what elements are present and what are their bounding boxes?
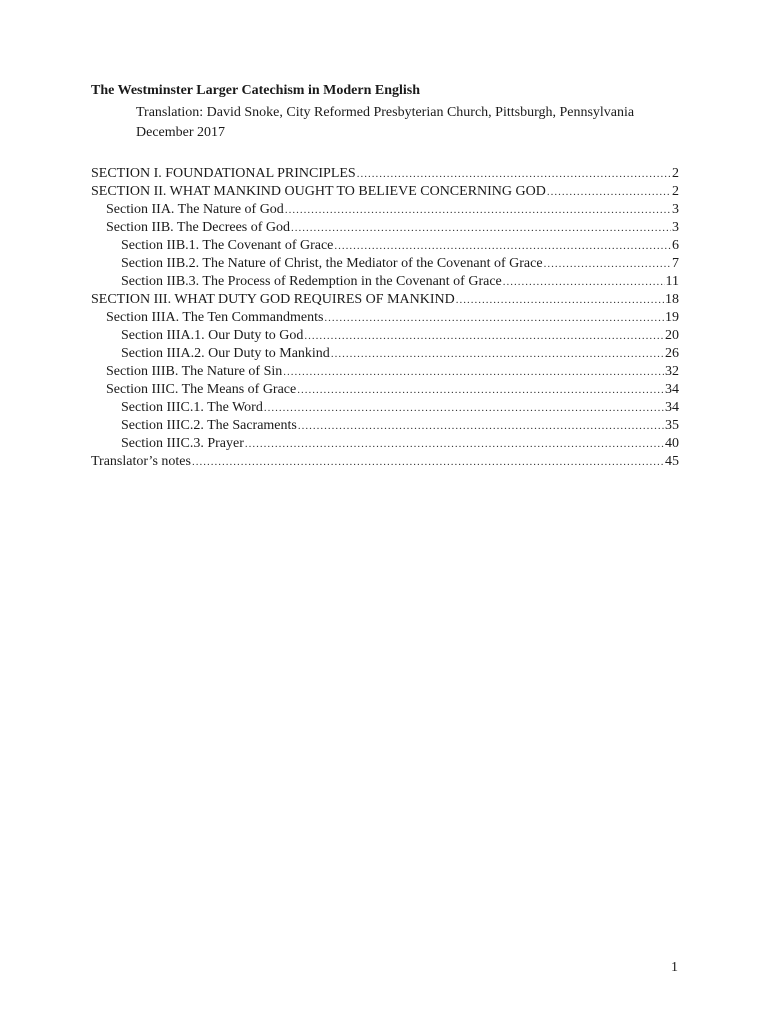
translation-credit: Translation: David Snoke, City Reformed Presbyterian Church, Pittsburgh, Pennsylvania	[136, 105, 635, 120]
toc-entry-page: 6	[672, 238, 679, 253]
toc-entry-page: 11	[665, 274, 679, 289]
toc-entry-page: 45	[665, 454, 679, 469]
toc-entry-label: SECTION III. WHAT DUTY GOD REQUIRES OF MANKIND	[91, 292, 455, 307]
toc-entry[interactable]	[91, 273, 679, 291]
toc-entry-label: SECTION I. FOUNDATIONAL PRINCIPLES	[91, 166, 356, 181]
toc-entry[interactable]	[91, 345, 679, 363]
toc-entry-page: 34	[665, 382, 679, 397]
toc-entry[interactable]	[91, 327, 679, 345]
toc-entry-label: Section IIA. The Nature of God	[106, 202, 284, 217]
toc-entry-label: Translator’s notes	[91, 454, 191, 469]
toc-entry[interactable]	[91, 309, 679, 327]
toc-entry-page: 19	[665, 310, 679, 325]
toc-entry-label: Section IIIB. The Nature of Sin	[106, 364, 283, 379]
toc-entry-label: Section IIB. The Decrees of God	[106, 220, 291, 235]
toc-entry[interactable]	[91, 291, 679, 309]
toc-entry[interactable]	[91, 201, 679, 219]
toc-dot-leader	[297, 381, 664, 399]
toc-entry-label: Section IIIC.1. The Word	[121, 400, 263, 415]
toc-entry[interactable]	[91, 183, 679, 201]
toc-entry-page: 20	[665, 328, 679, 343]
toc-dot-leader	[324, 309, 664, 327]
toc-entry-page: 26	[665, 346, 679, 361]
toc-entry-page: 3	[672, 220, 679, 235]
toc-entry-page: 40	[665, 436, 679, 451]
toc-entry[interactable]	[91, 219, 679, 237]
toc-dot-leader	[334, 237, 671, 255]
document-title: The Westminster Larger Catechism in Modern English	[91, 83, 420, 98]
toc-dot-leader	[544, 255, 671, 273]
toc-dot-leader	[503, 273, 665, 291]
toc-entry-label: Section IIB.2. The Nature of Christ, the Mediator of the Covenant of Grace	[121, 256, 543, 271]
toc-entry-label: Section IIB.1. The Covenant of Grace	[121, 238, 334, 253]
toc-entry-page: 2	[672, 184, 679, 199]
toc-entry[interactable]	[91, 381, 679, 399]
toc-entry[interactable]	[91, 453, 679, 471]
toc-dot-leader	[283, 363, 664, 381]
toc-entry-page: 34	[665, 400, 679, 415]
toc-dot-leader	[285, 201, 671, 219]
toc-entry[interactable]	[91, 363, 679, 381]
toc-entry-label: Section IIB.3. The Process of Redemption in the Covenant of Grace	[121, 274, 502, 289]
toc-entry-page: 2	[672, 166, 679, 181]
page-number: 1	[671, 960, 678, 975]
document-date: December 2017	[136, 125, 226, 140]
toc-dot-leader	[291, 219, 671, 237]
toc-entry-label: Section IIIA. The Ten Commandments	[106, 310, 324, 325]
toc-entry[interactable]	[91, 237, 679, 255]
toc-dot-leader	[331, 345, 664, 363]
table-of-contents	[91, 165, 679, 471]
toc-entry-page: 32	[665, 364, 679, 379]
toc-entry-label: SECTION II. WHAT MANKIND OUGHT TO BELIEVE CONCERNING GOD	[91, 184, 546, 199]
toc-entry[interactable]	[91, 255, 679, 273]
toc-entry-page: 3	[672, 202, 679, 217]
toc-dot-leader	[304, 327, 664, 345]
toc-entry-label: Section IIIC. The Means of Grace	[106, 382, 297, 397]
toc-entry-label: Section IIIC.3. Prayer	[121, 436, 244, 451]
toc-entry-page: 7	[672, 256, 679, 271]
toc-entry[interactable]	[91, 165, 679, 183]
toc-entry[interactable]	[91, 417, 679, 435]
toc-entry-label: Section IIIA.1. Our Duty to God	[121, 328, 304, 343]
toc-dot-leader	[456, 291, 664, 309]
toc-dot-leader	[357, 165, 671, 183]
toc-dot-leader	[245, 435, 664, 453]
toc-entry-label: Section IIIC.2. The Sacraments	[121, 418, 297, 433]
toc-dot-leader	[298, 417, 664, 435]
toc-dot-leader	[264, 399, 664, 417]
toc-dot-leader	[547, 183, 671, 201]
toc-entry[interactable]	[91, 399, 679, 417]
toc-entry-label: Section IIIA.2. Our Duty to Mankind	[121, 346, 330, 361]
toc-entry[interactable]	[91, 435, 679, 453]
toc-entry-page: 35	[665, 418, 679, 433]
toc-entry-page: 18	[665, 292, 679, 307]
toc-dot-leader	[192, 453, 664, 471]
